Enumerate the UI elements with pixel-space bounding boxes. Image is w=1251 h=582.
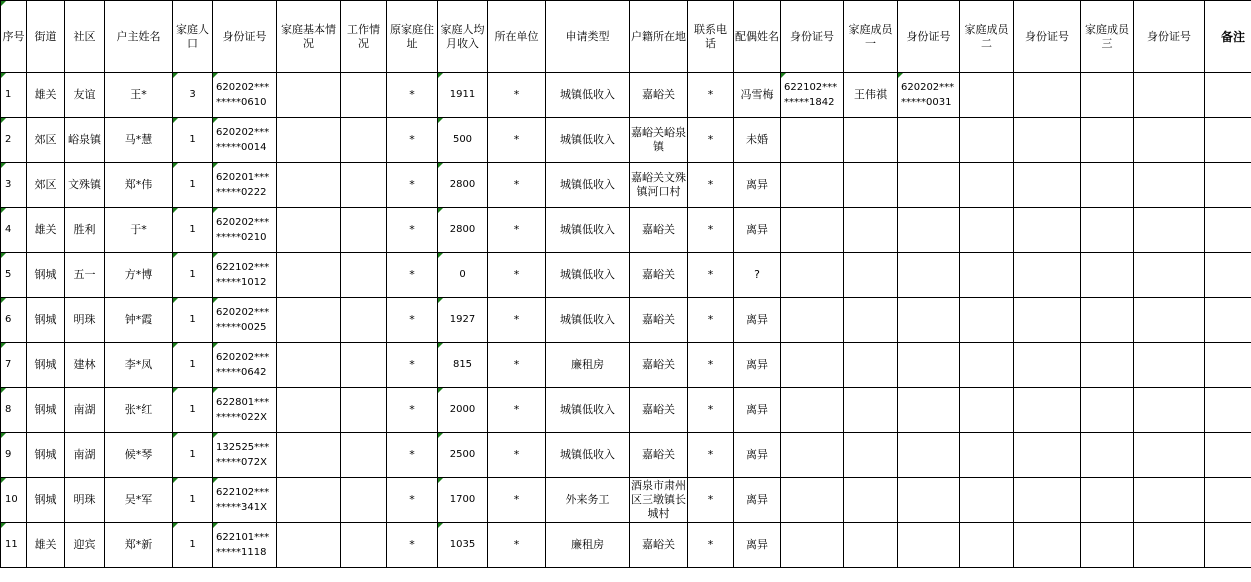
household-head-name-cell[interactable]: 于*: [105, 208, 173, 253]
employer-cell[interactable]: *: [488, 73, 546, 118]
registered-residence-cell[interactable]: 嘉峪关峪泉镇: [630, 118, 688, 163]
phone-cell[interactable]: *: [688, 523, 734, 568]
family-member-2-id-cell[interactable]: [1014, 523, 1081, 568]
family-member-3-id-cell[interactable]: [1134, 388, 1205, 433]
family-member-1-id-cell[interactable]: [898, 433, 960, 478]
family-basic-info-cell[interactable]: [277, 298, 341, 343]
header-cell-remarks[interactable]: 备注: [1205, 1, 1251, 73]
family-member-3-cell[interactable]: [1081, 433, 1134, 478]
family-member-3-cell[interactable]: [1081, 343, 1134, 388]
monthly-income-per-person-cell[interactable]: 1927: [438, 298, 488, 343]
family-member-3-id-cell[interactable]: [1134, 253, 1205, 298]
household-size-cell[interactable]: 1: [173, 163, 213, 208]
spouse-name-cell[interactable]: 离异: [734, 343, 781, 388]
phone-cell[interactable]: *: [688, 253, 734, 298]
table-row: [1, 388, 1251, 433]
header-cell[interactable]: 家庭人均月收入: [438, 1, 488, 73]
community-cell[interactable]: 五一: [65, 253, 105, 298]
original-address-cell[interactable]: *: [387, 208, 438, 253]
spouse-name-cell[interactable]: 离异: [734, 523, 781, 568]
street-cell[interactable]: 钢城: [27, 388, 65, 433]
family-member-2-id-cell[interactable]: [1014, 433, 1081, 478]
family-member-1-cell[interactable]: [844, 523, 898, 568]
street-cell[interactable]: 郊区: [27, 118, 65, 163]
family-member-3-id-cell[interactable]: [1134, 208, 1205, 253]
header-cell[interactable]: 工作情况: [341, 1, 387, 73]
spouse-id-number-cell[interactable]: [781, 298, 844, 343]
table-row: [1, 163, 1251, 208]
spouse-id-number-cell[interactable]: [781, 523, 844, 568]
registered-residence-cell[interactable]: 嘉峪关: [630, 208, 688, 253]
street-cell[interactable]: 雄关: [27, 73, 65, 118]
community-cell[interactable]: 南湖: [65, 433, 105, 478]
remarks-cell[interactable]: [1205, 163, 1251, 208]
street-cell[interactable]: 郊区: [27, 163, 65, 208]
phone-cell[interactable]: *: [688, 478, 734, 523]
household-size-cell[interactable]: 1: [173, 478, 213, 523]
household-head-name-cell[interactable]: 马*慧: [105, 118, 173, 163]
family-member-1-cell[interactable]: [844, 433, 898, 478]
work-info-cell[interactable]: [341, 478, 387, 523]
family-member-1-cell[interactable]: [844, 163, 898, 208]
table-row: [1, 298, 1251, 343]
id-number-cell[interactable]: 132525*** *****072X: [213, 433, 277, 478]
original-address-cell[interactable]: *: [387, 118, 438, 163]
phone-cell[interactable]: *: [688, 163, 734, 208]
family-member-3-cell[interactable]: [1081, 478, 1134, 523]
family-member-3-cell[interactable]: [1081, 388, 1134, 433]
employer-cell[interactable]: *: [488, 253, 546, 298]
family-member-3-id-cell[interactable]: [1134, 343, 1205, 388]
family-member-3-id-cell[interactable]: [1134, 298, 1205, 343]
header-cell[interactable]: 家庭成员三: [1081, 1, 1134, 73]
application-type-cell[interactable]: 城镇低收入: [546, 118, 630, 163]
work-info-cell[interactable]: [341, 253, 387, 298]
table-row: [1, 523, 1251, 568]
family-member-1-cell[interactable]: [844, 478, 898, 523]
community-cell[interactable]: 明珠: [65, 298, 105, 343]
header-cell[interactable]: 联系电话: [688, 1, 734, 73]
spouse-name-cell[interactable]: 未婚: [734, 118, 781, 163]
spouse-id-number-cell[interactable]: [781, 343, 844, 388]
employer-cell[interactable]: *: [488, 298, 546, 343]
household-size-cell[interactable]: 1: [173, 253, 213, 298]
employer-cell[interactable]: *: [488, 163, 546, 208]
family-member-2-cell[interactable]: [960, 73, 1014, 118]
family-member-2-cell[interactable]: [960, 253, 1014, 298]
original-address-cell[interactable]: *: [387, 388, 438, 433]
work-info-cell[interactable]: [341, 163, 387, 208]
family-member-1-id-cell[interactable]: [898, 478, 960, 523]
spouse-id-number-cell[interactable]: [781, 433, 844, 478]
household-head-name-cell[interactable]: 吴*军: [105, 478, 173, 523]
family-member-1-id-cell[interactable]: [898, 388, 960, 433]
family-member-2-id-cell[interactable]: [1014, 208, 1081, 253]
row-number-cell[interactable]: 1: [1, 73, 27, 118]
monthly-income-per-person-cell[interactable]: 1035: [438, 523, 488, 568]
spouse-name-cell[interactable]: 离异: [734, 163, 781, 208]
original-address-cell[interactable]: *: [387, 478, 438, 523]
family-member-1-cell[interactable]: [844, 343, 898, 388]
family-member-1-id-cell[interactable]: [898, 163, 960, 208]
household-size-cell[interactable]: 3: [173, 73, 213, 118]
work-info-cell[interactable]: [341, 73, 387, 118]
row-number-cell[interactable]: 2: [1, 118, 27, 163]
registered-residence-cell[interactable]: 嘉峪关: [630, 253, 688, 298]
household-head-name-cell[interactable]: 郑*伟: [105, 163, 173, 208]
work-info-cell[interactable]: [341, 523, 387, 568]
registered-residence-cell[interactable]: 嘉峪关: [630, 388, 688, 433]
household-size-cell[interactable]: 1: [173, 388, 213, 433]
row-number-cell[interactable]: 8: [1, 388, 27, 433]
application-type-cell[interactable]: 城镇低收入: [546, 253, 630, 298]
monthly-income-per-person-cell[interactable]: 500: [438, 118, 488, 163]
id-number-cell[interactable]: 622801*** *****022X: [213, 388, 277, 433]
family-member-1-cell[interactable]: [844, 208, 898, 253]
row-number-cell[interactable]: 5: [1, 253, 27, 298]
registered-residence-cell[interactable]: 酒泉市肃州区三墩镇长城村: [630, 478, 688, 523]
phone-cell[interactable]: *: [688, 433, 734, 478]
table-row: [1, 253, 1251, 298]
monthly-income-per-person-cell[interactable]: 1700: [438, 478, 488, 523]
remarks-cell[interactable]: [1205, 73, 1251, 118]
family-member-1-cell[interactable]: [844, 253, 898, 298]
spouse-name-cell[interactable]: ?: [734, 253, 781, 298]
row-number-cell[interactable]: 6: [1, 298, 27, 343]
application-type-cell[interactable]: 廉租房: [546, 343, 630, 388]
phone-cell[interactable]: *: [688, 73, 734, 118]
work-info-cell[interactable]: [341, 298, 387, 343]
community-cell[interactable]: 明珠: [65, 478, 105, 523]
family-member-1-id-cell[interactable]: [898, 343, 960, 388]
header-cell[interactable]: 身份证号: [1134, 1, 1205, 73]
family-basic-info-cell[interactable]: [277, 433, 341, 478]
family-member-3-cell[interactable]: [1081, 73, 1134, 118]
header-cell[interactable]: 户主姓名: [105, 1, 173, 73]
id-number-cell[interactable]: 620201*** *****0222: [213, 163, 277, 208]
spouse-id-number-cell[interactable]: [781, 208, 844, 253]
id-number-cell[interactable]: 620202*** *****0642: [213, 343, 277, 388]
header-cell[interactable]: 申请类型: [546, 1, 630, 73]
application-type-cell[interactable]: 城镇低收入: [546, 73, 630, 118]
family-member-3-id-cell[interactable]: [1134, 523, 1205, 568]
header-cell[interactable]: 户籍所在地: [630, 1, 688, 73]
monthly-income-per-person-cell[interactable]: 2000: [438, 388, 488, 433]
family-member-1-id-cell[interactable]: 620202*** *****0031: [898, 73, 960, 118]
work-info-cell[interactable]: [341, 388, 387, 433]
family-basic-info-cell[interactable]: [277, 478, 341, 523]
family-member-3-id-cell[interactable]: [1134, 478, 1205, 523]
employer-cell[interactable]: *: [488, 208, 546, 253]
community-cell[interactable]: 友谊: [65, 73, 105, 118]
family-member-2-cell[interactable]: [960, 163, 1014, 208]
community-cell[interactable]: 建林: [65, 343, 105, 388]
application-type-cell[interactable]: 城镇低收入: [546, 208, 630, 253]
household-head-name-cell[interactable]: 王*: [105, 73, 173, 118]
header-cell[interactable]: 身份证号: [898, 1, 960, 73]
remarks-cell[interactable]: [1205, 433, 1251, 478]
original-address-cell[interactable]: *: [387, 163, 438, 208]
header-cell[interactable]: 身份证号: [781, 1, 844, 73]
row-number-cell[interactable]: 9: [1, 433, 27, 478]
family-member-1-id-cell[interactable]: [898, 298, 960, 343]
family-member-2-id-cell[interactable]: [1014, 388, 1081, 433]
family-basic-info-cell[interactable]: [277, 73, 341, 118]
family-basic-info-cell[interactable]: [277, 118, 341, 163]
work-info-cell[interactable]: [341, 433, 387, 478]
family-member-1-id-cell[interactable]: [898, 118, 960, 163]
family-member-3-cell[interactable]: [1081, 208, 1134, 253]
household-head-name-cell[interactable]: 郑*新: [105, 523, 173, 568]
spouse-id-number-cell[interactable]: [781, 388, 844, 433]
household-size-cell[interactable]: 1: [173, 208, 213, 253]
family-member-2-id-cell[interactable]: [1014, 73, 1081, 118]
spouse-name-cell[interactable]: 离异: [734, 478, 781, 523]
id-number-cell[interactable]: 620202*** *****0014: [213, 118, 277, 163]
header-cell[interactable]: 家庭成员一: [844, 1, 898, 73]
phone-cell[interactable]: *: [688, 118, 734, 163]
table-row: [1, 208, 1251, 253]
employer-cell[interactable]: *: [488, 433, 546, 478]
employer-cell[interactable]: *: [488, 118, 546, 163]
community-cell[interactable]: 峪泉镇: [65, 118, 105, 163]
id-number-cell[interactable]: 622101*** *****1118: [213, 523, 277, 568]
community-cell[interactable]: 胜利: [65, 208, 105, 253]
family-member-1-id-cell[interactable]: [898, 523, 960, 568]
family-member-2-cell[interactable]: [960, 208, 1014, 253]
street-cell[interactable]: 钢城: [27, 433, 65, 478]
household-size-cell[interactable]: 1: [173, 343, 213, 388]
id-number-cell[interactable]: 620202*** *****0210: [213, 208, 277, 253]
family-member-3-id-cell[interactable]: [1134, 73, 1205, 118]
family-member-2-id-cell[interactable]: [1014, 478, 1081, 523]
work-info-cell[interactable]: [341, 208, 387, 253]
spouse-id-number-cell[interactable]: [781, 253, 844, 298]
row-number-cell[interactable]: 11: [1, 523, 27, 568]
table-row: [1, 478, 1251, 523]
spouse-id-number-cell[interactable]: 622102*** *****1842: [781, 73, 844, 118]
header-cell[interactable]: 所在单位: [488, 1, 546, 73]
table-row: [1, 73, 1251, 118]
family-member-3-cell[interactable]: [1081, 523, 1134, 568]
household-size-cell[interactable]: 1: [173, 433, 213, 478]
monthly-income-per-person-cell[interactable]: 2500: [438, 433, 488, 478]
remarks-cell[interactable]: [1205, 523, 1251, 568]
community-cell[interactable]: 南湖: [65, 388, 105, 433]
family-member-1-id-cell[interactable]: [898, 208, 960, 253]
spouse-name-cell[interactable]: 冯雪梅: [734, 73, 781, 118]
row-number-cell[interactable]: 3: [1, 163, 27, 208]
family-member-3-cell[interactable]: [1081, 298, 1134, 343]
original-address-cell[interactable]: *: [387, 253, 438, 298]
remarks-cell[interactable]: [1205, 343, 1251, 388]
family-basic-info-cell[interactable]: [277, 163, 341, 208]
household-size-cell[interactable]: 1: [173, 523, 213, 568]
table-row: [1, 433, 1251, 478]
family-member-3-id-cell[interactable]: [1134, 163, 1205, 208]
application-type-cell[interactable]: 廉租房: [546, 523, 630, 568]
employer-cell[interactable]: *: [488, 523, 546, 568]
original-address-cell[interactable]: *: [387, 343, 438, 388]
registered-residence-cell[interactable]: 嘉峪关文殊镇河口村: [630, 163, 688, 208]
family-member-3-cell[interactable]: [1081, 253, 1134, 298]
registered-residence-cell[interactable]: 嘉峪关: [630, 433, 688, 478]
remarks-cell[interactable]: [1205, 298, 1251, 343]
header-cell[interactable]: 家庭人口: [173, 1, 213, 73]
family-member-1-id-cell[interactable]: [898, 253, 960, 298]
community-cell[interactable]: 文殊镇: [65, 163, 105, 208]
household-size-cell[interactable]: 1: [173, 298, 213, 343]
header-cell[interactable]: 家庭基本情况: [277, 1, 341, 73]
household-head-name-cell[interactable]: 李*凤: [105, 343, 173, 388]
row-number-cell[interactable]: 4: [1, 208, 27, 253]
family-basic-info-cell[interactable]: [277, 388, 341, 433]
id-number-cell[interactable]: 622102*** *****341X: [213, 478, 277, 523]
family-member-1-cell[interactable]: [844, 298, 898, 343]
family-member-2-cell[interactable]: [960, 298, 1014, 343]
header-cell[interactable]: 身份证号: [213, 1, 277, 73]
remarks-cell[interactable]: [1205, 208, 1251, 253]
monthly-income-per-person-cell[interactable]: 2800: [438, 163, 488, 208]
household-head-name-cell[interactable]: 钟*霞: [105, 298, 173, 343]
family-member-2-id-cell[interactable]: [1014, 118, 1081, 163]
remarks-cell[interactable]: [1205, 253, 1251, 298]
work-info-cell[interactable]: [341, 343, 387, 388]
header-cell[interactable]: 原家庭住址: [387, 1, 438, 73]
family-member-1-cell[interactable]: [844, 118, 898, 163]
street-cell[interactable]: 钢城: [27, 343, 65, 388]
family-basic-info-cell[interactable]: [277, 343, 341, 388]
remarks-cell[interactable]: [1205, 388, 1251, 433]
employer-cell[interactable]: *: [488, 343, 546, 388]
phone-cell[interactable]: *: [688, 388, 734, 433]
row-number-cell[interactable]: 7: [1, 343, 27, 388]
id-number-cell[interactable]: 620202*** *****0610: [213, 73, 277, 118]
family-member-2-id-cell[interactable]: [1014, 163, 1081, 208]
family-member-3-cell[interactable]: [1081, 118, 1134, 163]
family-member-1-cell[interactable]: [844, 388, 898, 433]
spouse-name-cell[interactable]: 离异: [734, 298, 781, 343]
original-address-cell[interactable]: *: [387, 73, 438, 118]
household-head-name-cell[interactable]: 张*红: [105, 388, 173, 433]
header-cell[interactable]: 序号: [1, 1, 27, 73]
family-member-2-cell[interactable]: [960, 523, 1014, 568]
spouse-name-cell[interactable]: 离异: [734, 388, 781, 433]
family-member-2-cell[interactable]: [960, 118, 1014, 163]
header-cell[interactable]: 配偶姓名: [734, 1, 781, 73]
family-member-2-id-cell[interactable]: [1014, 298, 1081, 343]
monthly-income-per-person-cell[interactable]: 2800: [438, 208, 488, 253]
registered-residence-cell[interactable]: 嘉峪关: [630, 73, 688, 118]
original-address-cell[interactable]: *: [387, 298, 438, 343]
registered-residence-cell[interactable]: 嘉峪关: [630, 343, 688, 388]
spouse-id-number-cell[interactable]: [781, 118, 844, 163]
household-head-name-cell[interactable]: 方*博: [105, 253, 173, 298]
remarks-cell[interactable]: [1205, 478, 1251, 523]
family-member-3-id-cell[interactable]: [1134, 118, 1205, 163]
community-cell[interactable]: 迎宾: [65, 523, 105, 568]
household-size-cell[interactable]: 1: [173, 118, 213, 163]
employer-cell[interactable]: *: [488, 478, 546, 523]
family-member-2-cell[interactable]: [960, 388, 1014, 433]
header-cell[interactable]: 身份证号: [1014, 1, 1081, 73]
family-member-2-id-cell[interactable]: [1014, 253, 1081, 298]
monthly-income-per-person-cell[interactable]: 1911: [438, 73, 488, 118]
family-member-1-cell[interactable]: 王伟祺: [844, 73, 898, 118]
application-type-cell[interactable]: 城镇低收入: [546, 298, 630, 343]
remarks-cell[interactable]: [1205, 118, 1251, 163]
id-number-cell[interactable]: 620202*** *****0025: [213, 298, 277, 343]
header-cell[interactable]: 家庭成员二: [960, 1, 1014, 73]
employer-cell[interactable]: *: [488, 388, 546, 433]
household-head-name-cell[interactable]: 候*琴: [105, 433, 173, 478]
family-member-2-cell[interactable]: [960, 433, 1014, 478]
application-type-cell[interactable]: 城镇低收入: [546, 433, 630, 478]
street-cell[interactable]: 钢城: [27, 253, 65, 298]
registered-residence-cell[interactable]: 嘉峪关: [630, 523, 688, 568]
row-number-cell[interactable]: 10: [1, 478, 27, 523]
table-row: [1, 118, 1251, 163]
header-row: [1, 1, 1251, 73]
registered-residence-cell[interactable]: 嘉峪关: [630, 298, 688, 343]
application-type-cell[interactable]: 城镇低收入: [546, 388, 630, 433]
family-member-3-id-cell[interactable]: [1134, 433, 1205, 478]
original-address-cell[interactable]: *: [387, 433, 438, 478]
phone-cell[interactable]: *: [688, 208, 734, 253]
id-number-cell[interactable]: 622102*** *****1012: [213, 253, 277, 298]
header-cell[interactable]: 街道: [27, 1, 65, 73]
street-cell[interactable]: 钢城: [27, 298, 65, 343]
family-basic-info-cell[interactable]: [277, 523, 341, 568]
work-info-cell[interactable]: [341, 118, 387, 163]
family-member-3-cell[interactable]: [1081, 163, 1134, 208]
spouse-name-cell[interactable]: 离异: [734, 208, 781, 253]
table-row: [1, 343, 1251, 388]
monthly-income-per-person-cell[interactable]: 815: [438, 343, 488, 388]
phone-cell[interactable]: *: [688, 343, 734, 388]
family-member-2-id-cell[interactable]: [1014, 343, 1081, 388]
phone-cell[interactable]: *: [688, 298, 734, 343]
spouse-id-number-cell[interactable]: [781, 478, 844, 523]
application-type-cell[interactable]: 外来务工: [546, 478, 630, 523]
original-address-cell[interactable]: *: [387, 523, 438, 568]
spouse-id-number-cell[interactable]: [781, 163, 844, 208]
spouse-name-cell[interactable]: 离异: [734, 433, 781, 478]
family-member-2-cell[interactable]: [960, 343, 1014, 388]
header-cell[interactable]: 社区: [65, 1, 105, 73]
street-cell[interactable]: 钢城: [27, 478, 65, 523]
family-member-2-cell[interactable]: [960, 478, 1014, 523]
street-cell[interactable]: 雄关: [27, 208, 65, 253]
family-basic-info-cell[interactable]: [277, 253, 341, 298]
application-type-cell[interactable]: 城镇低收入: [546, 163, 630, 208]
monthly-income-per-person-cell[interactable]: 0: [438, 253, 488, 298]
street-cell[interactable]: 雄关: [27, 523, 65, 568]
family-basic-info-cell[interactable]: [277, 208, 341, 253]
